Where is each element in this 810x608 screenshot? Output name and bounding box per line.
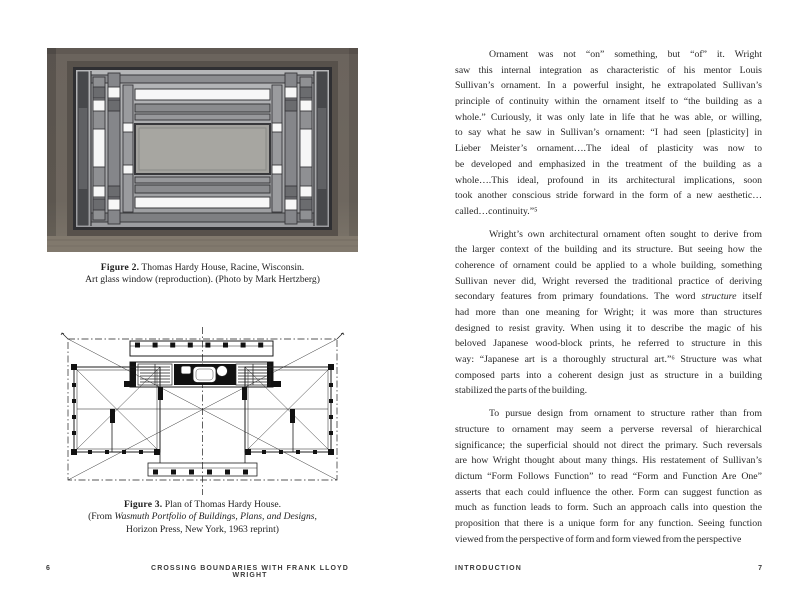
floor-plan-image xyxy=(60,325,345,497)
text-line: composed parts into a coherent design just as structure in a building xyxy=(455,369,762,381)
text-line: beloved Japanese wood-block prints, he referred to structure in this xyxy=(455,338,762,350)
text-line: Sullivan’s ornament. In a powerful insight, he extrapolated Sullivan’s xyxy=(455,80,762,92)
text-line: designed to resist gravity. When using it to describe the magic of his xyxy=(455,322,762,334)
text-line: principle of continuity within the ornament itself to “the building as a xyxy=(455,96,762,108)
text-line: significance; the superficial should not direct the primary. Such reversals xyxy=(455,439,762,451)
left-running-title: CROSSING BOUNDARIES WITH FRANK LLOYD WRIGHT xyxy=(151,565,349,579)
caption-line: Art glass window (reproduction). (Photo by Mark Hertzberg) xyxy=(85,274,320,286)
right-page-number: 7 xyxy=(758,565,762,572)
figure-2-photo xyxy=(47,48,358,252)
paragraph xyxy=(455,47,762,220)
text-line: whole.” Curiously, it was only late in life that he was able, or willing, xyxy=(455,111,762,123)
text-line: saw this internal integration as characteristic of his mentor Louis xyxy=(455,64,762,76)
text-line: be developed and emphasized in the treatment of the building as a xyxy=(455,158,762,170)
text-line: dictum “Form Follows Function” to read “Form and Function Are One” xyxy=(455,470,762,482)
text-line: to say what he saw in Sullivan’s ornament: “I had seen [plasticity] in xyxy=(455,127,762,139)
text-line: way: “Japanese art is a thoroughly structural art.”⁶ Structure was what xyxy=(455,354,762,366)
text-line: whole….This ideal, profound in its architectural implications, soon xyxy=(455,174,762,186)
text-line: Sullivan never did, Wright reversed the traditional practice of deriving xyxy=(455,275,762,287)
text-line: asserts that each could influence the other. Form can suggest function as xyxy=(455,486,762,498)
text-line: called…continuity.”⁵ xyxy=(455,205,538,217)
caption-line: Figure 3. Plan of Thomas Hardy House. xyxy=(123,499,282,510)
text-line: secondary features from primary foundations. The word structure itself xyxy=(455,291,762,303)
text-line: the larger context of the building and its structure. But seeing how the xyxy=(455,244,762,256)
right-running-title: INTRODUCTION xyxy=(455,565,522,572)
text-line: stabilized the parts of the building. xyxy=(455,385,588,397)
caption-line: (From Wasmuth Portfolio of Buildings, Plans, and Designs, xyxy=(88,511,317,523)
left-page-number: 6 xyxy=(46,565,50,572)
text-line: had more than one meaning for Wright; it was more than structures xyxy=(455,307,762,318)
text-line: viewed from the perspective of form and form viewed from the perspective xyxy=(455,533,742,545)
figure-3-caption xyxy=(35,499,370,536)
body-text xyxy=(455,47,762,547)
figure-2-caption xyxy=(35,262,370,287)
text-line: Lieber Meister’s ornament….The ideal of plasticity was now to xyxy=(455,143,762,155)
text-line: are how Wright thought about many things. His restatement of Sullivan’s xyxy=(455,455,762,467)
text-line: Wright’s own architectural ornament often sought to derive from xyxy=(489,228,762,240)
text-line: proposition that there is a unique form for any function. Seeing function xyxy=(455,517,762,529)
paragraph xyxy=(455,406,762,547)
paragraph xyxy=(455,227,762,400)
caption-line: Horizon Press, New York, 1963 reprint) xyxy=(126,523,279,535)
art-glass-window-image xyxy=(47,48,358,252)
text-line: took another conscious stride forward in the form of a new aesthetic… xyxy=(455,190,762,202)
text-line: Ornament was not “on” something, but “of” it. Wright xyxy=(489,49,762,60)
caption-line: Figure 2. Thomas Hardy House, Racine, Wisconsin. xyxy=(100,262,305,273)
text-line: much as function leads to form. Such an approach calls into question the xyxy=(455,502,762,514)
text-line: structure to ornament may seem a perverse reversal of hierarchical xyxy=(455,423,762,435)
text-line: To pursue design from ornament to structure rather than from xyxy=(489,408,762,420)
text-line: coherence of ornament could be applied to a whole building, something xyxy=(455,259,762,271)
figure-3-plan xyxy=(60,325,345,497)
